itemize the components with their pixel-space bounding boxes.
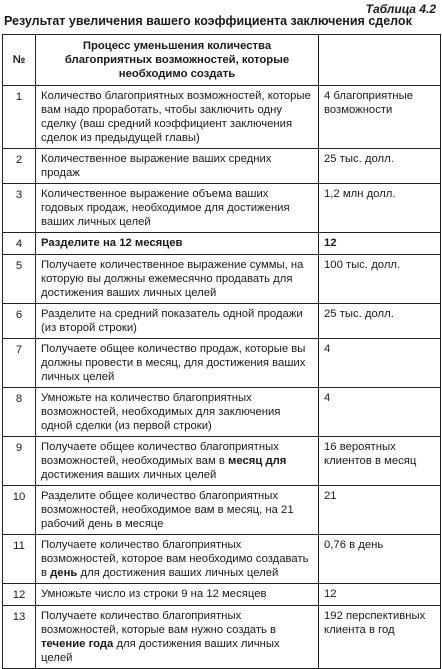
row-value: 4 благоприятные возможности (319, 86, 441, 149)
row-text: Количество благоприятных возможностей, которые вам надо проработать, чтобы заключить одну сделку (ваш средний коэффициент заключения сделок из предыдущей главы) (36, 86, 319, 149)
row-number: 11 (3, 535, 36, 584)
table-row (3, 233, 441, 255)
row-value: 25 тыс. долл. (319, 149, 441, 184)
table-row (3, 535, 441, 584)
row-text: Количественное выражение ваших средних продаж (36, 149, 319, 184)
table-row (3, 388, 441, 437)
row-number: 3 (3, 184, 36, 233)
row-text-part: Получаете количество благоприятных возможностей, которое вам необходимо создавать в (41, 539, 309, 579)
table-row (3, 339, 441, 388)
table-row (3, 86, 441, 149)
row-value: 192 перспективных клиента в год (319, 606, 441, 669)
row-number: 8 (3, 388, 36, 437)
header-process: Процесс уменьшения количества благоприятных возможностей, которые необходимо создать (36, 35, 319, 86)
row-text-part: Получаете общее количество благоприятных возможностей, необходимых вам в (41, 441, 279, 467)
row-value: 16 вероятных клиентов в месяц (319, 437, 441, 486)
row-value: 12 (319, 584, 441, 606)
row-number: 4 (3, 233, 36, 255)
table-caption: Таблица 4.2 (365, 2, 436, 16)
row-text: Разделите на 12 месяцев (36, 233, 319, 255)
row-text: Разделите общее количество благоприятных возможностей, необходимое вам в месяц, на 21 рабочий день в месяце (36, 486, 319, 535)
row-text: Получаете общее количество продаж, которые вы должны провести в месяц, для достижения ваших личных целей (36, 339, 319, 388)
row-text (36, 606, 319, 669)
row-text-part: для достижения ваших личных целей (41, 638, 280, 664)
row-text: Умножьте на количество благоприятных возможностей, необходимых для заключения одной сделки (из первой строки) (36, 388, 319, 437)
row-value: 4 (319, 388, 441, 437)
row-number: 2 (3, 149, 36, 184)
header-value (319, 35, 441, 86)
row-text: Количественное выражение объема ваших годовых продаж, необходимое для достижения ваших личных целей (36, 184, 319, 233)
row-text: Умножьте число из строки 9 на 12 месяцев (36, 584, 319, 606)
row-text-part: достижения ваших личных целей (41, 469, 217, 481)
table-row (3, 184, 441, 233)
row-text (36, 437, 319, 486)
row-number: 12 (3, 584, 36, 606)
row-number: 9 (3, 437, 36, 486)
table-row (3, 606, 441, 669)
row-text-emphasis: день (50, 567, 78, 579)
row-text-emphasis: течение года (41, 638, 114, 650)
row-value: 25 тыс. долл. (319, 304, 441, 339)
table-row (3, 255, 441, 304)
row-value: 21 (319, 486, 441, 535)
header-number: № (3, 35, 36, 86)
row-value: 100 тыс. долл. (319, 255, 441, 304)
row-text-part: для достижения ваших личных целей (77, 567, 279, 579)
table-row (3, 486, 441, 535)
row-text: Разделите на средний показатель одной продажи (из второй строки) (36, 304, 319, 339)
row-number: 10 (3, 486, 36, 535)
row-text: Получаете количественное выражение суммы, на которую вы должны ежемесячно продавать для достижения ваших личных целей (36, 255, 319, 304)
row-value: 12 (319, 233, 441, 255)
row-number: 1 (3, 86, 36, 149)
table-header-row (3, 35, 441, 86)
table-title: Результат увеличения вашего коэффициента заключения сделок (4, 14, 412, 28)
row-number: 5 (3, 255, 36, 304)
row-text (36, 535, 319, 584)
row-number: 7 (3, 339, 36, 388)
row-value: 1,2 млн долл. (319, 184, 441, 233)
row-number: 6 (3, 304, 36, 339)
row-value: 4 (319, 339, 441, 388)
row-number: 13 (3, 606, 36, 669)
row-value: 0,76 в день (319, 535, 441, 584)
table-row (3, 304, 441, 339)
results-table (2, 34, 441, 669)
table-row (3, 437, 441, 486)
row-text-part: Получаете количество благоприятных возможностей, которые вам нужно создать в (41, 610, 277, 636)
row-text-emphasis: месяц для (228, 455, 287, 467)
table-row (3, 149, 441, 184)
table-row (3, 584, 441, 606)
